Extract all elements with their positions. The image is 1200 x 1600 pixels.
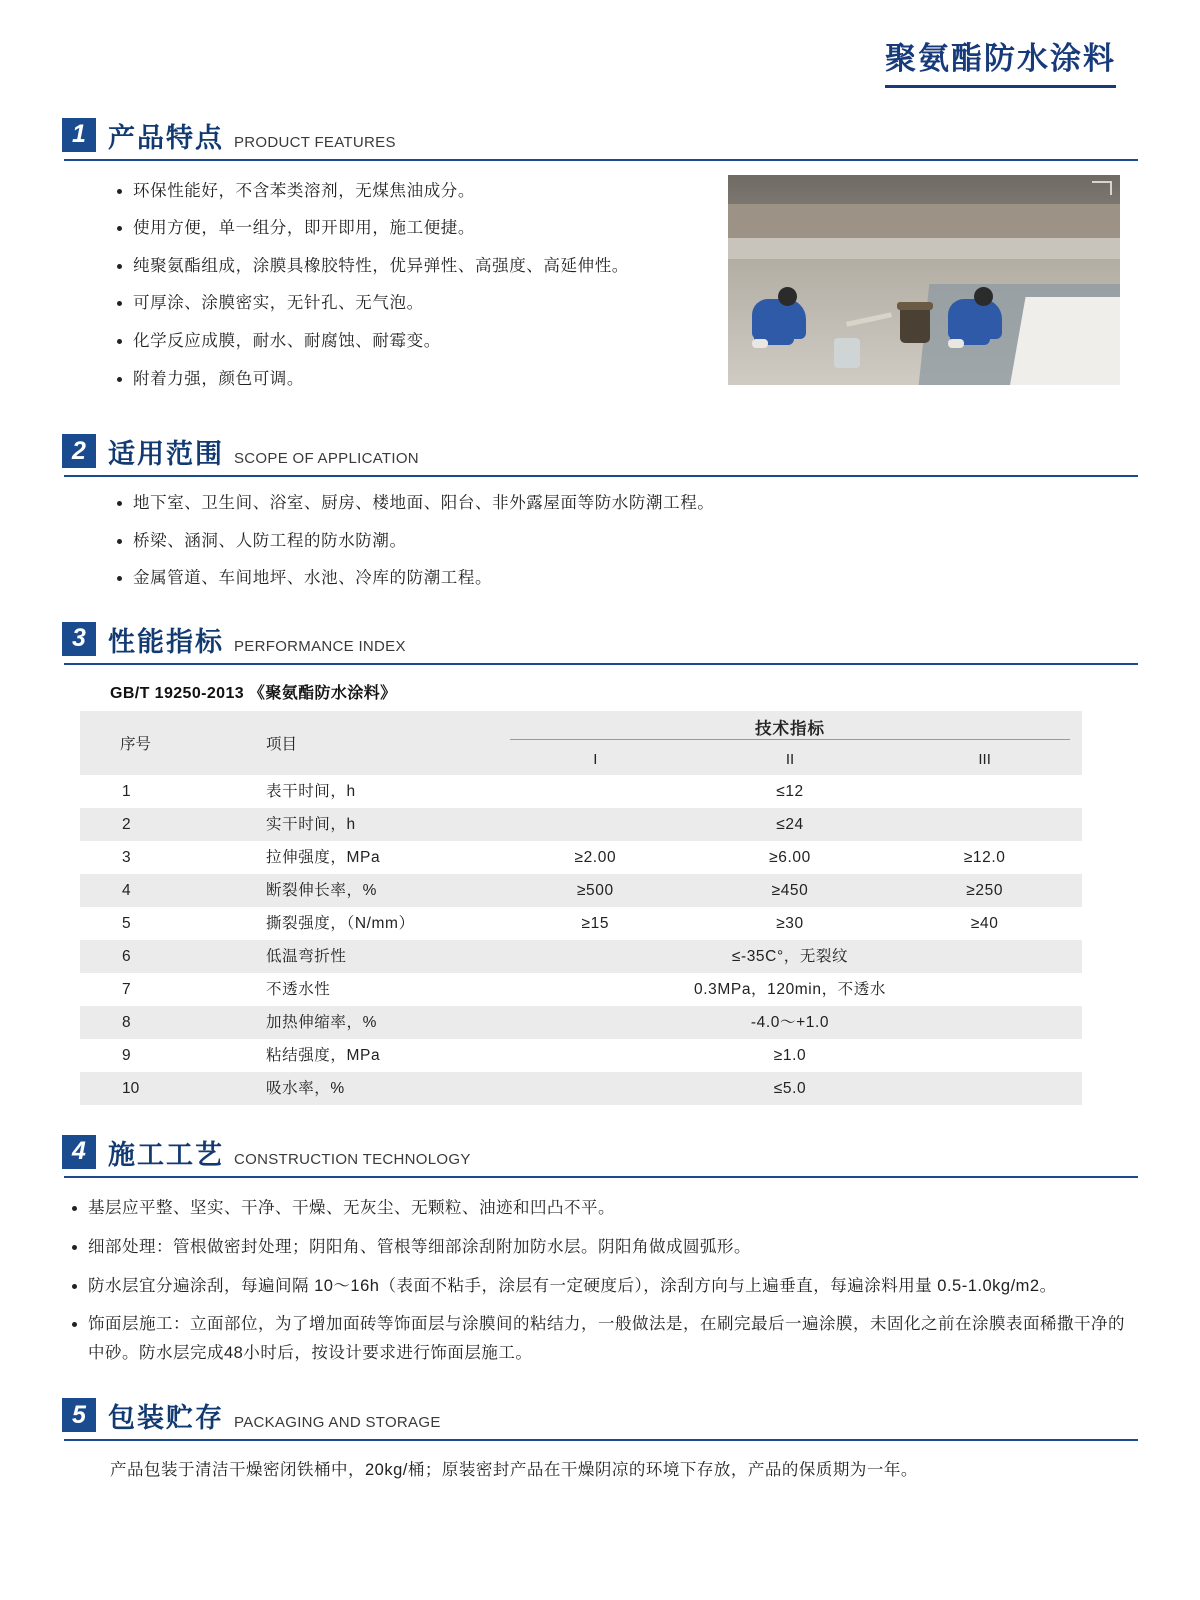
cell-item: 拉伸强度，MPa xyxy=(266,848,381,866)
cell-item: 低温弯折性 xyxy=(250,940,498,973)
cell-no: 4 xyxy=(80,874,250,907)
cell-value: 0.3MPa，120min，不透水 xyxy=(694,980,886,998)
section-number: 2 xyxy=(62,434,96,468)
cell-value: ≥1.0 xyxy=(773,1046,807,1064)
cell-value: -4.0～+1.0 xyxy=(498,1006,1082,1039)
table-row xyxy=(80,808,1082,841)
list-item: 化学反应成膜，耐水、耐腐蚀、耐霉变。 xyxy=(107,329,728,355)
table-row xyxy=(80,907,1082,940)
section-title-cn: 包装贮存 xyxy=(108,1403,224,1434)
section-header xyxy=(62,118,1138,157)
section-header xyxy=(62,1398,1138,1437)
cell-item: 断裂伸长率，% xyxy=(250,874,498,907)
section-title-cn: 性能指标 xyxy=(108,626,224,657)
packaging-text: 产品包装于清洁干燥密闭铁桶中，20kg/桶；原装密封产品在干燥阴凉的环境下存放，产品的保质期为一年。 xyxy=(110,1461,918,1480)
cell-no: 5 xyxy=(122,914,131,932)
section-divider xyxy=(64,475,1138,477)
section-title-cn: 产品特点 xyxy=(108,122,224,153)
list-item: 桥梁、涵洞、人防工程的防水防潮。 xyxy=(107,529,1138,555)
cell-value-1: ≥15 xyxy=(581,914,610,932)
construction-list xyxy=(62,1194,1138,1368)
section-title-cn: 施工工艺 xyxy=(108,1139,224,1170)
list-item: 基层应平整、坚实、干净、干燥、无灰尘、无颗粒、油迹和凹凸不平。 xyxy=(62,1194,1138,1223)
list-item: 可厚涂、涂膜密实，无针孔、无气泡。 xyxy=(107,291,728,317)
list-item: 细部处理：管根做密封处理；阴阳角、管根等细部涂刮附加防水层。阴阳角做成圆弧形。 xyxy=(62,1233,1138,1262)
cell-value-2: ≥30 xyxy=(776,914,804,932)
list-item: 纯聚氨酯组成，涂膜具橡胶特性，优异弹性、高强度、高延伸性。 xyxy=(107,254,728,280)
cell-value-1: ≥2.00 xyxy=(574,848,617,866)
list-item: 使用方便，单一组分，即开即用，施工便捷。 xyxy=(107,216,728,242)
table-row xyxy=(80,940,1082,973)
cell-no: 3 xyxy=(122,848,131,866)
cell-value-2: ≥6.00 xyxy=(769,848,811,866)
section-title-en: PERFORMANCE INDEX xyxy=(234,637,406,655)
cell-value: ≤5.0 xyxy=(498,1072,1082,1105)
title-block xyxy=(62,0,1138,88)
cell-item: 吸水率，% xyxy=(250,1072,498,1105)
cell-value-3: ≥250 xyxy=(887,874,1082,907)
section-packaging-and-storage xyxy=(62,1398,1138,1483)
section-header xyxy=(62,622,1138,661)
page-title: 聚氨酯防水涂料 xyxy=(885,40,1116,88)
cell-item: 不透水性 xyxy=(266,980,331,998)
section-number: 3 xyxy=(62,622,96,656)
table-row xyxy=(80,1072,1082,1105)
section-scope-of-application xyxy=(62,434,1138,592)
cell-no: 2 xyxy=(80,808,250,841)
column-header-item: 项目 xyxy=(250,711,498,775)
standard-reference: GB/T 19250-2013 《聚氨酯防水涂料》 xyxy=(110,684,397,702)
section-product-features xyxy=(62,118,1138,404)
cell-value-3: ≥40 xyxy=(970,914,999,932)
header-rule xyxy=(510,739,1070,740)
cell-value-2: ≥450 xyxy=(693,874,888,907)
list-item: 饰面层施工：立面部位，为了增加面砖等饰面层与涂膜间的粘结力，一般做法是，在刷完最后一遍涂膜，未固化之前在涂膜表面稀撒干净的中砂。防水层完成48小时后，按设计要求进行饰面层施工。 xyxy=(62,1310,1138,1368)
cell-value-3: ≥12.0 xyxy=(963,848,1006,866)
section-number: 1 xyxy=(62,118,96,152)
cell-no: 6 xyxy=(80,940,250,973)
table-row xyxy=(80,1039,1082,1072)
cell-value: ≤12 xyxy=(776,782,804,800)
cell-no: 8 xyxy=(80,1006,250,1039)
cell-item: 实干时间，h xyxy=(250,808,498,841)
list-item: 附着力强，颜色可调。 xyxy=(107,367,728,393)
section-number: 5 xyxy=(62,1398,96,1432)
cell-no: 10 xyxy=(80,1072,250,1105)
cell-value-1: ≥500 xyxy=(498,874,693,907)
cell-item: 粘结强度，MPa xyxy=(266,1046,381,1064)
cell-value: ≤24 xyxy=(498,808,1082,841)
table-row xyxy=(80,841,1082,874)
section-divider xyxy=(64,1439,1138,1441)
column-header-grade-1: I xyxy=(498,745,693,775)
list-item: 防水层宜分遍涂刮，每遍间隔 10～16h（表面不粘手，涂层有一定硬度后），涂刮方向与上遍垂直，每遍涂料用量 0.5-1.0kg/m2。 xyxy=(62,1272,1138,1301)
column-header-grade-2: II xyxy=(693,745,888,775)
section-performance-index xyxy=(62,622,1138,1105)
cell-no: 1 xyxy=(122,782,131,800)
column-header-group-label: 技术指标 xyxy=(755,720,825,739)
list-item: 地下室、卫生间、浴室、厨房、楼地面、阳台、非外露屋面等防水防潮工程。 xyxy=(107,491,1138,517)
cell-item: 表干时间，h xyxy=(266,782,356,800)
column-header-group xyxy=(498,711,1082,745)
section-divider xyxy=(64,663,1138,665)
table-row xyxy=(80,1006,1082,1039)
table-row xyxy=(80,973,1082,1006)
section-number: 4 xyxy=(62,1135,96,1169)
section-header xyxy=(62,1135,1138,1174)
section-title-en: PRODUCT FEATURES xyxy=(234,133,396,151)
cell-no: 7 xyxy=(122,980,131,998)
cell-item: 撕裂强度，（N/mm） xyxy=(266,914,415,932)
table-row xyxy=(80,874,1082,907)
column-header-grade-3: III xyxy=(887,745,1082,775)
list-item: 环保性能好，不含苯类溶剂，无煤焦油成分。 xyxy=(107,179,728,205)
feature-list xyxy=(107,179,728,392)
cell-value: ≤-35C°，无裂纹 xyxy=(498,940,1082,973)
cell-item: 加热伸缩率，% xyxy=(250,1006,498,1039)
column-header-no: 序号 xyxy=(80,711,250,775)
scope-list xyxy=(107,491,1138,592)
application-photo xyxy=(728,175,1120,385)
cell-no: 9 xyxy=(122,1046,131,1064)
performance-table xyxy=(80,711,1082,1105)
table-row xyxy=(80,775,1082,808)
section-divider xyxy=(64,1176,1138,1178)
section-header xyxy=(62,434,1138,473)
section-title-cn: 适用范围 xyxy=(108,439,224,470)
section-construction-technology xyxy=(62,1135,1138,1368)
section-title-en: PACKAGING AND STORAGE xyxy=(234,1414,441,1432)
section-title-en: CONSTRUCTION TECHNOLOGY xyxy=(234,1150,471,1168)
list-item: 金属管道、车间地坪、水池、冷库的防潮工程。 xyxy=(107,566,1138,592)
section-title-en: SCOPE OF APPLICATION xyxy=(234,450,419,468)
